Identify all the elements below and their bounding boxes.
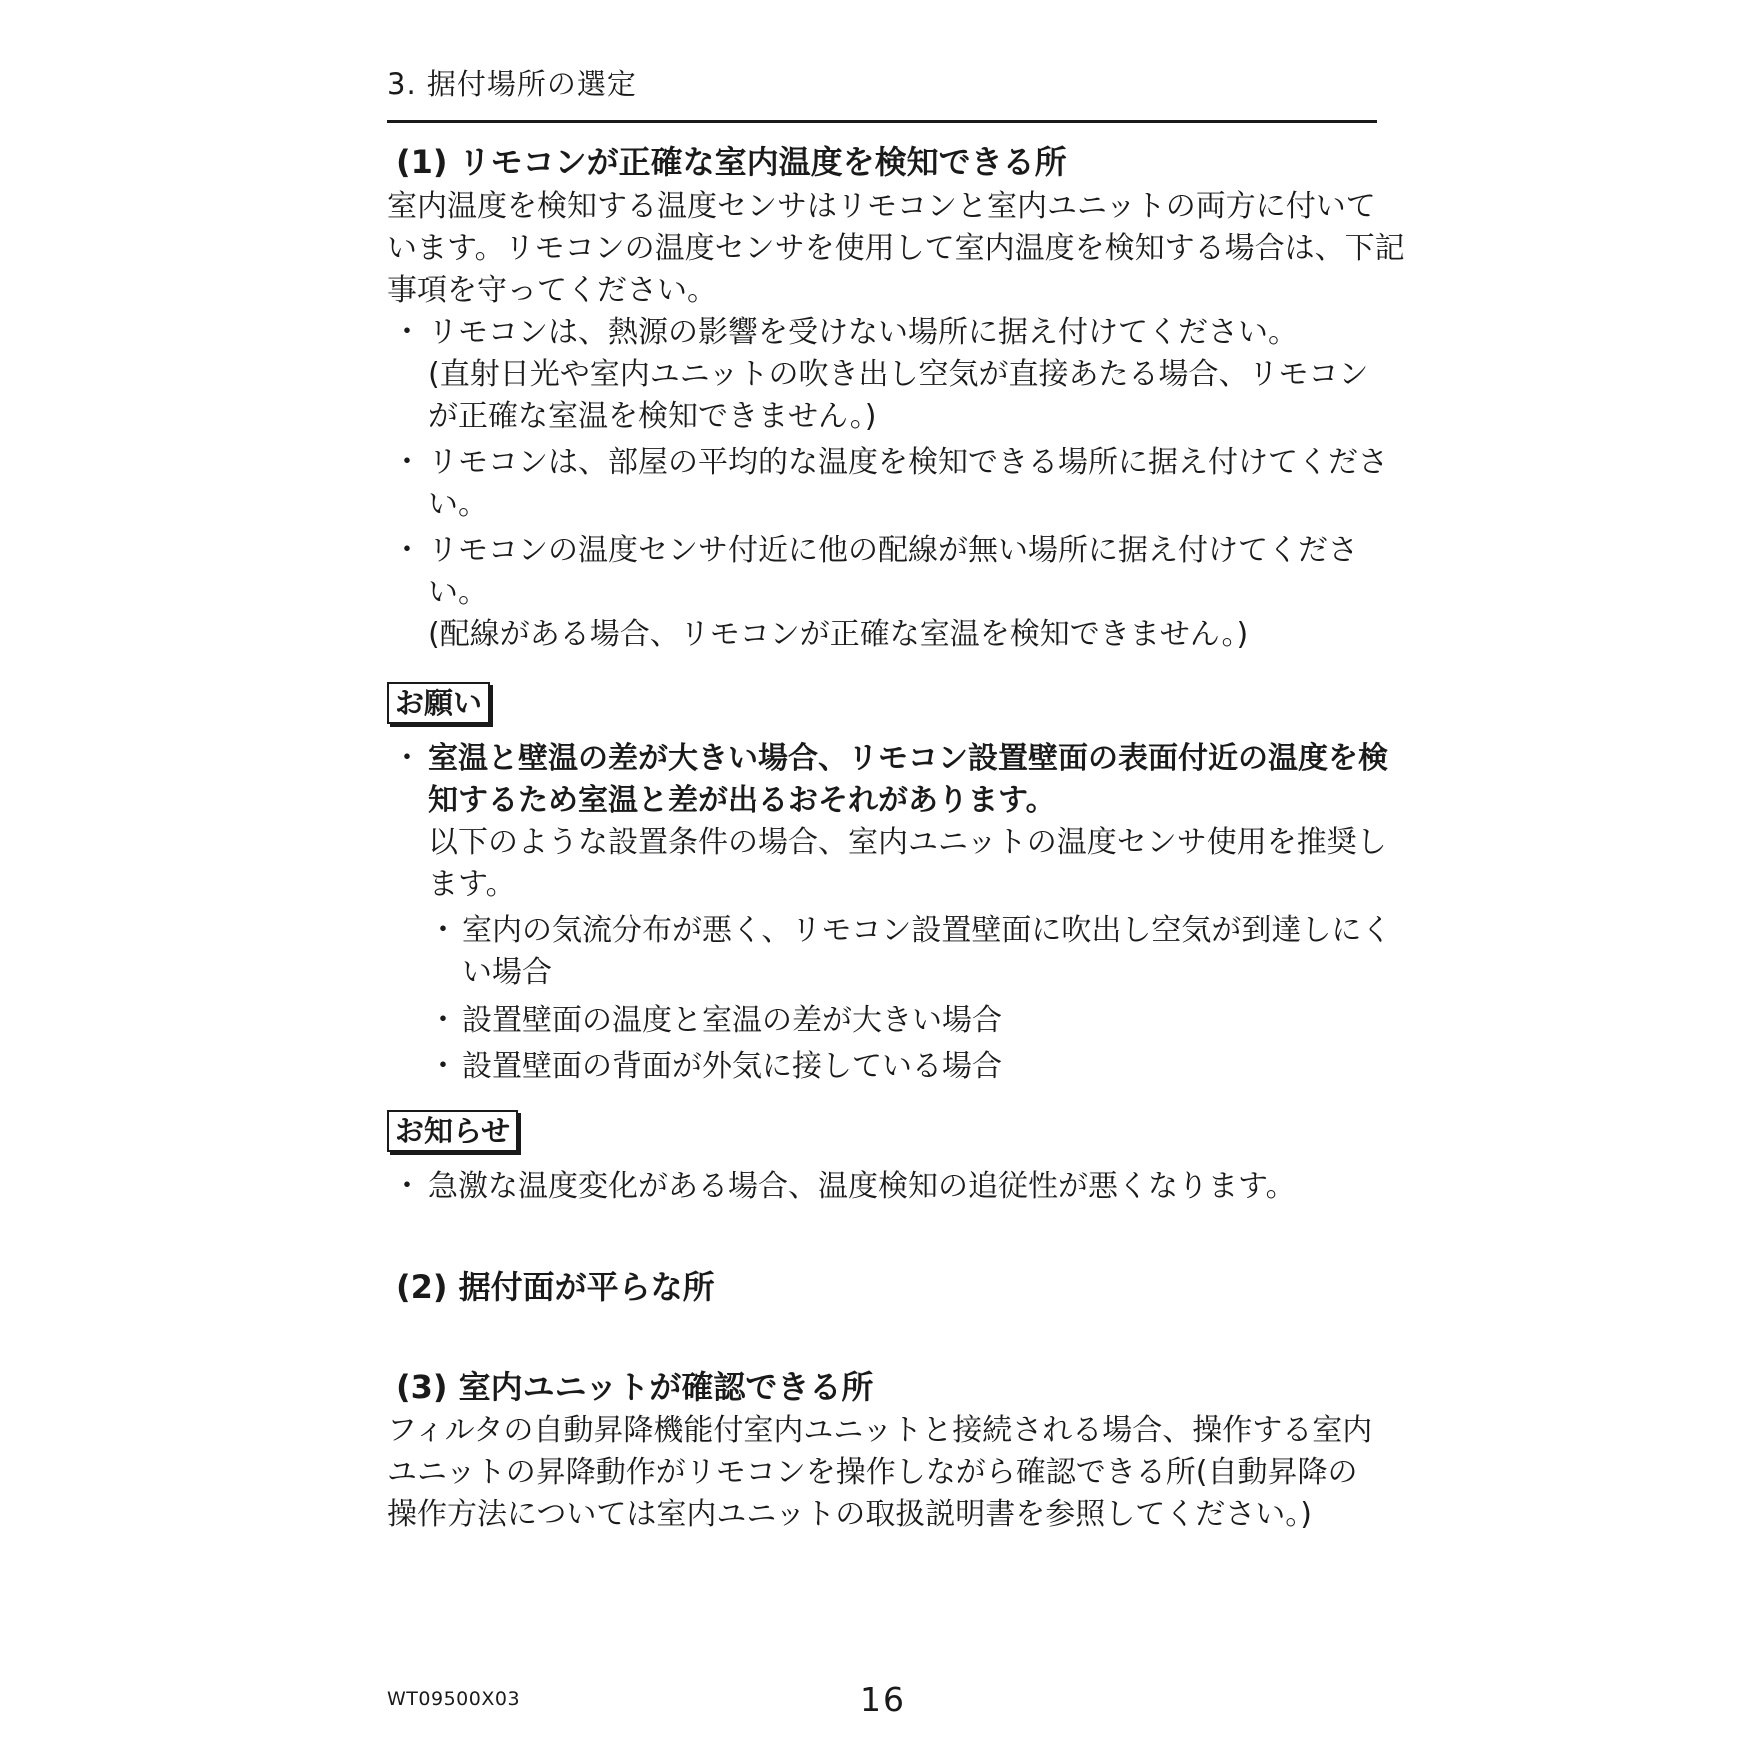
bullet-dot: ・ [428, 1049, 458, 1084]
request-bold-line: 知するため室温と差が出るおそれがあります。 [428, 783, 1056, 818]
list-item-line: 設置壁面の温度と室温の差が大きい場合 [462, 1003, 1002, 1038]
document-code: WT09500X03 [387, 1688, 521, 1710]
list-item-line: い。 [428, 487, 488, 522]
section3-body-line: 操作方法については室内ユニットの取扱説明書を参照してください。) [387, 1497, 1312, 1532]
section1-intro-line: 室内温度を検知する温度センサはリモコンと室内ユニットの両方に付いて [387, 189, 1376, 224]
list-item-line: (直射日光や室内ユニットの吹き出し空気が直接あたる場合、リモコン [428, 357, 1369, 392]
list-item-line: (配線がある場合、リモコンが正確な室温を検知できません。) [428, 617, 1249, 652]
list-item-line: い。 [428, 575, 488, 610]
list-item [392, 442, 1388, 526]
request-normal-line: ます。 [428, 867, 516, 902]
header-divider [387, 120, 1377, 123]
list-item [392, 312, 1369, 438]
list-item-line: リモコンは、熱源の影響を受けない場所に据え付けてください。 [428, 315, 1298, 350]
list-item [428, 1000, 1002, 1042]
bullet-dot: ・ [392, 533, 422, 568]
bullet-dot: ・ [428, 1003, 458, 1038]
request-badge: お願い [387, 682, 490, 724]
list-item-line: い場合 [462, 955, 552, 990]
notice-item [392, 1166, 1296, 1208]
section1-intro-line: 事項を守ってください。 [387, 273, 717, 308]
bullet-dot: ・ [392, 1169, 422, 1204]
list-item [392, 530, 1358, 656]
list-item-line: 設置壁面の背面が外気に接している場合 [462, 1049, 1002, 1084]
section3-heading: (3) 室内ユニットが確認できる所 [396, 1368, 874, 1406]
section1-intro [387, 186, 1405, 312]
section3-body-line: ユニットの昇降動作がリモコンを操作しながら確認できる所(自動昇降の [387, 1455, 1358, 1490]
list-item [428, 910, 1391, 994]
request-content [392, 738, 1388, 906]
section3-body-line: フィルタの自動昇降機能付室内ユニットと接続される場合、操作する室内 [387, 1413, 1373, 1448]
list-item-line: が正確な室温を検知できません。) [428, 399, 877, 434]
notice-line: 急激な温度変化がある場合、温度検知の追従性が悪くなります。 [428, 1169, 1296, 1204]
section3-body [387, 1410, 1372, 1536]
request-normal-line: 以下のような設置条件の場合、室内ユニットの温度センサ使用を推奨し [428, 825, 1387, 860]
list-item-line: リモコンの温度センサ付近に他の配線が無い場所に据え付けてくださ [428, 533, 1358, 568]
bullet-dot: ・ [428, 913, 458, 948]
section2-heading: (2) 据付面が平らな所 [396, 1268, 715, 1306]
bullet-dot: ・ [392, 315, 422, 350]
section-header-title: 3. 据付場所の選定 [387, 67, 637, 101]
list-item [428, 1046, 1002, 1088]
request-bold-line: 室温と壁温の差が大きい場合、リモコン設置壁面の表面付近の温度を検 [428, 741, 1388, 776]
list-item-line: リモコンは、部屋の平均的な温度を検知できる場所に据え付けてくださ [428, 445, 1388, 480]
section1-heading: (1) リモコンが正確な室内温度を検知できる所 [396, 143, 1067, 181]
bullet-dot: ・ [392, 741, 422, 776]
list-item-line: 室内の気流分布が悪く、リモコン設置壁面に吹出し空気が到達しにく [462, 913, 1392, 948]
notice-badge: お知らせ [387, 1110, 518, 1152]
page-number: 16 [860, 1680, 906, 1719]
section1-intro-line: います。リモコンの温度センサを使用して室内温度を検知する場合は、下記 [387, 231, 1405, 266]
bullet-dot: ・ [392, 445, 422, 480]
